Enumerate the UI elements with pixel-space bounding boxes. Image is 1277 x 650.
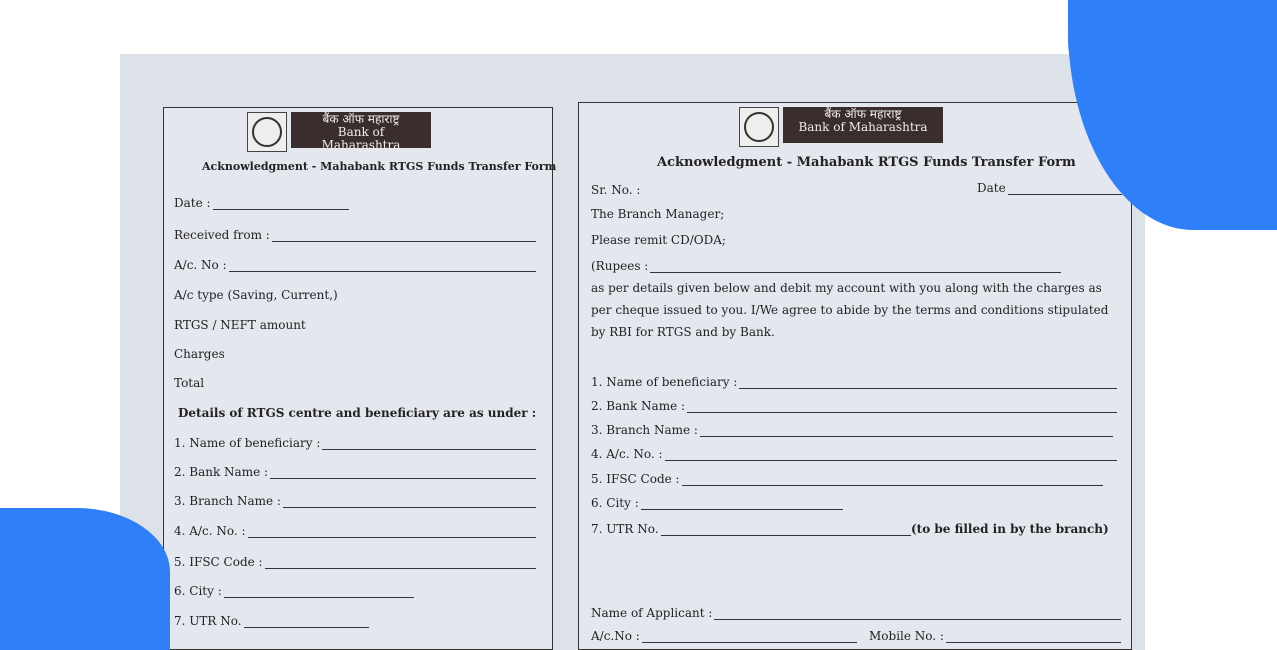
ifsc-field[interactable]: [174, 555, 536, 569]
field-label: 4. A/c. No. :: [174, 524, 246, 538]
applicant-account-field[interactable]: [591, 629, 857, 643]
branch-name-field[interactable]: [591, 423, 1113, 437]
field-label: 7. UTR No.: [591, 522, 659, 536]
date-field[interactable]: [977, 181, 1122, 195]
branch-manager-label: The Branch Manager;: [591, 207, 725, 221]
field-label: Mobile No. :: [869, 629, 944, 643]
utr-note: (to be filled in by the branch): [911, 522, 1109, 536]
bank-name-field[interactable]: [174, 465, 536, 479]
sr-no-label: Sr. No. :: [591, 183, 641, 197]
logo-english: Bank of Maharashtra: [798, 120, 928, 134]
beneficiary-name-field[interactable]: [591, 375, 1117, 389]
field-label: (Rupees :: [591, 259, 649, 273]
field-label: Name of Applicant :: [591, 606, 713, 620]
utr-field[interactable]: [591, 522, 911, 536]
bank-seal-icon: [739, 107, 779, 147]
remit-label: Please remit CD/ODA;: [591, 233, 726, 247]
form-title: Acknowledgment - Mahabank RTGS Funds Transfer Form: [202, 160, 557, 173]
utr-field[interactable]: [174, 614, 369, 628]
city-field[interactable]: [591, 496, 843, 510]
field-label: 6. City :: [174, 584, 222, 598]
acknowledgment-form-left: [163, 107, 557, 650]
decorative-blob-bottom-left: [0, 508, 170, 650]
charges-label: Charges: [174, 347, 225, 361]
form-title: Acknowledgment - Mahabank RTGS Funds Transfer Form: [657, 155, 1076, 170]
logo-english: Bank of Maharashtra: [321, 125, 401, 152]
acknowledgment-form-right: [578, 102, 1132, 650]
field-label: 3. Branch Name :: [591, 423, 698, 437]
field-label: Received from :: [174, 228, 270, 242]
field-label: 2. Bank Name :: [174, 465, 269, 479]
form-photo: [120, 54, 1145, 650]
beneficiary-name-field[interactable]: [174, 436, 536, 450]
field-label: A/c. No :: [174, 258, 227, 272]
field-label: Date: [977, 181, 1006, 195]
account-type-label: A/c type (Saving, Current,): [174, 288, 338, 302]
account-number-field[interactable]: [174, 258, 536, 272]
beneficiary-account-field[interactable]: [174, 524, 536, 538]
logo-hindi: बैंक ऑफ महाराष्ट्र: [322, 112, 400, 126]
field-label: 5. IFSC Code :: [591, 472, 680, 486]
received-from-field[interactable]: [174, 228, 536, 242]
branch-name-field[interactable]: [174, 494, 536, 508]
applicant-name-field[interactable]: [591, 606, 1121, 620]
field-label: 6. City :: [591, 496, 639, 510]
field-label: Date :: [174, 196, 211, 210]
mobile-field[interactable]: [869, 629, 1121, 643]
field-label: 2. Bank Name :: [591, 399, 686, 413]
bank-logo: [739, 107, 943, 147]
section-heading: Details of RTGS centre and beneficiary are as under :: [178, 406, 537, 420]
field-label: 4. A/c. No. :: [591, 447, 663, 461]
amount-label: RTGS / NEFT amount: [174, 318, 306, 332]
total-label: Total: [174, 376, 205, 390]
ifsc-field[interactable]: [591, 472, 1103, 486]
beneficiary-account-field[interactable]: [591, 447, 1117, 461]
field-label: 3. Branch Name :: [174, 494, 281, 508]
bank-name-field[interactable]: [591, 399, 1117, 413]
bank-logo: [247, 112, 431, 152]
field-label: 1. Name of beneficiary :: [591, 375, 738, 389]
terms-paragraph: as per details given below and debit my account with you along with the charges as per cheque issued to you. I/We agree to abide by the terms and conditions stipulated by RBI for RTGS and by Bank.: [591, 281, 1109, 339]
logo-hindi: बैंक ऑफ महाराष्ट्र: [824, 107, 902, 121]
rupees-field[interactable]: [591, 259, 1061, 273]
city-field[interactable]: [174, 584, 414, 598]
field-label: 5. IFSC Code :: [174, 555, 263, 569]
bank-seal-icon: [247, 112, 287, 152]
date-field[interactable]: [174, 196, 349, 210]
field-label: A/c.No :: [591, 629, 640, 643]
field-label: 1. Name of beneficiary :: [174, 436, 321, 450]
field-label: 7. UTR No.: [174, 614, 242, 628]
